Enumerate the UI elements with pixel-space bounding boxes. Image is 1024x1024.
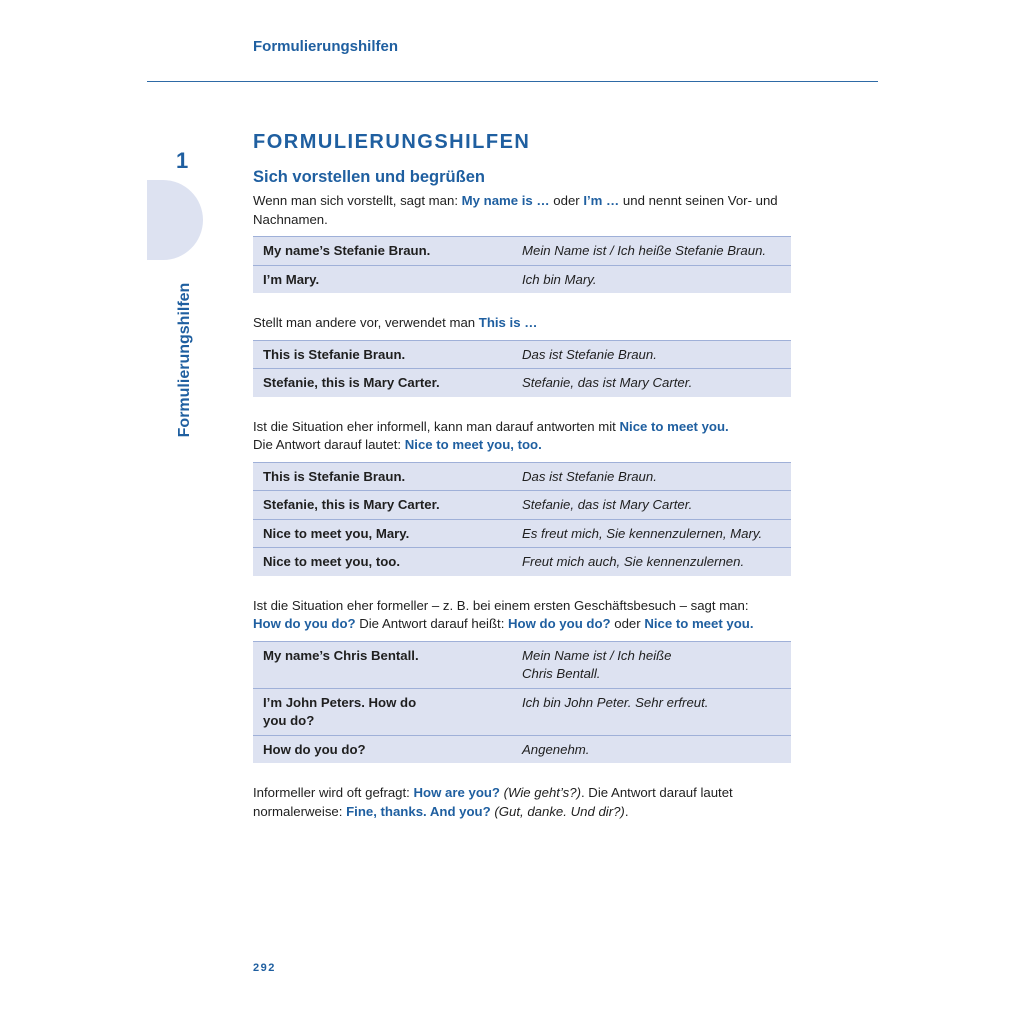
- english-phrase: This is Stefanie Braun.: [253, 340, 512, 369]
- table-row: [253, 369, 791, 397]
- chapter-side-label: Formulierungshilfen: [176, 282, 193, 438]
- introducing-others-paragraph: Stellt man andere vor, verwendet man This is …: [253, 315, 538, 330]
- german-translation: Das ist Stefanie Braun.: [512, 340, 791, 369]
- chapter-number: 1: [176, 148, 189, 173]
- german-translation: Mein Name ist / Ich heiße Chris Bentall.: [512, 641, 791, 688]
- german-translation: Stefanie, das ist Mary Carter.: [512, 369, 791, 397]
- english-phrase: Stefanie, this is Mary Carter.: [253, 369, 512, 397]
- english-phrase: This is Stefanie Braun.: [253, 462, 512, 491]
- informal-paragraph: Ist die Situation eher informell, kann man darauf antworten mit Nice to meet you. Die Antwort darauf lautet: Nice to meet you, too.: [253, 418, 729, 452]
- table-row: [253, 237, 791, 266]
- english-phrase: My name’s Chris Bentall.: [253, 641, 512, 688]
- table-row: [253, 641, 791, 688]
- formal-paragraph: Ist die Situation eher formeller – z. B. bei einem ersten Geschäftsbesuch – sagt man: How do you do? Die Antwort darauf heißt: How do you do? oder Nice to meet you.: [253, 597, 754, 631]
- german-translation: Das ist Stefanie Braun.: [512, 462, 791, 491]
- table-row: [253, 265, 791, 293]
- page-number: 292: [253, 962, 276, 974]
- intro-paragraph: Wenn man sich vorstellt, sagt man: My name is … oder I’m … und nennt seinen Vor- und Nachnamen.: [253, 193, 778, 227]
- phrase-table-formal: [253, 641, 791, 764]
- phrase-table-introductions: [253, 236, 791, 293]
- running-head: Formulierungshilfen: [253, 38, 399, 55]
- table-row: [253, 735, 791, 763]
- phrase-table-informal: [253, 462, 791, 576]
- english-phrase: Nice to meet you, too.: [253, 548, 512, 576]
- main-content: [253, 128, 793, 821]
- english-phrase: I’m Mary.: [253, 265, 512, 293]
- table-row: [253, 340, 791, 369]
- german-translation: Stefanie, das ist Mary Carter.: [512, 491, 791, 520]
- table-row: [253, 491, 791, 520]
- german-translation: Es freut mich, Sie kennenzulernen, Mary.: [512, 519, 791, 548]
- table-row: [253, 519, 791, 548]
- german-translation: Ich bin John Peter. Sehr erfreut.: [512, 688, 791, 735]
- chapter-tab-marker: [147, 180, 203, 260]
- phrase-table-introducing-others: [253, 340, 791, 397]
- table-row: [253, 548, 791, 576]
- subsection-title: Sich vorstellen und begrüßen: [253, 168, 485, 186]
- german-translation: Freut mich auch, Sie kennenzulernen.: [512, 548, 791, 576]
- how-are-you-paragraph: Informeller wird oft gefragt: How are you? (Wie geht’s?). Die Antwort darauf lautet normalerweise: Fine, thanks. And you? (Gut, danke. Und dir?).: [253, 785, 733, 819]
- table-row: [253, 688, 791, 735]
- english-phrase: I’m John Peters. How do you do?: [253, 688, 512, 735]
- english-phrase: Stefanie, this is Mary Carter.: [253, 491, 512, 520]
- english-phrase: How do you do?: [253, 735, 512, 763]
- english-phrase: My name’s Stefanie Braun.: [253, 237, 512, 266]
- german-translation: Angenehm.: [512, 735, 791, 763]
- header-rule: [147, 81, 878, 82]
- table-row: [253, 462, 791, 491]
- section-title: FORMULIERUNGSHILFEN: [253, 131, 531, 153]
- english-phrase: Nice to meet you, Mary.: [253, 519, 512, 548]
- german-translation: Mein Name ist / Ich heiße Stefanie Braun.: [512, 237, 791, 266]
- german-translation: Ich bin Mary.: [512, 265, 791, 293]
